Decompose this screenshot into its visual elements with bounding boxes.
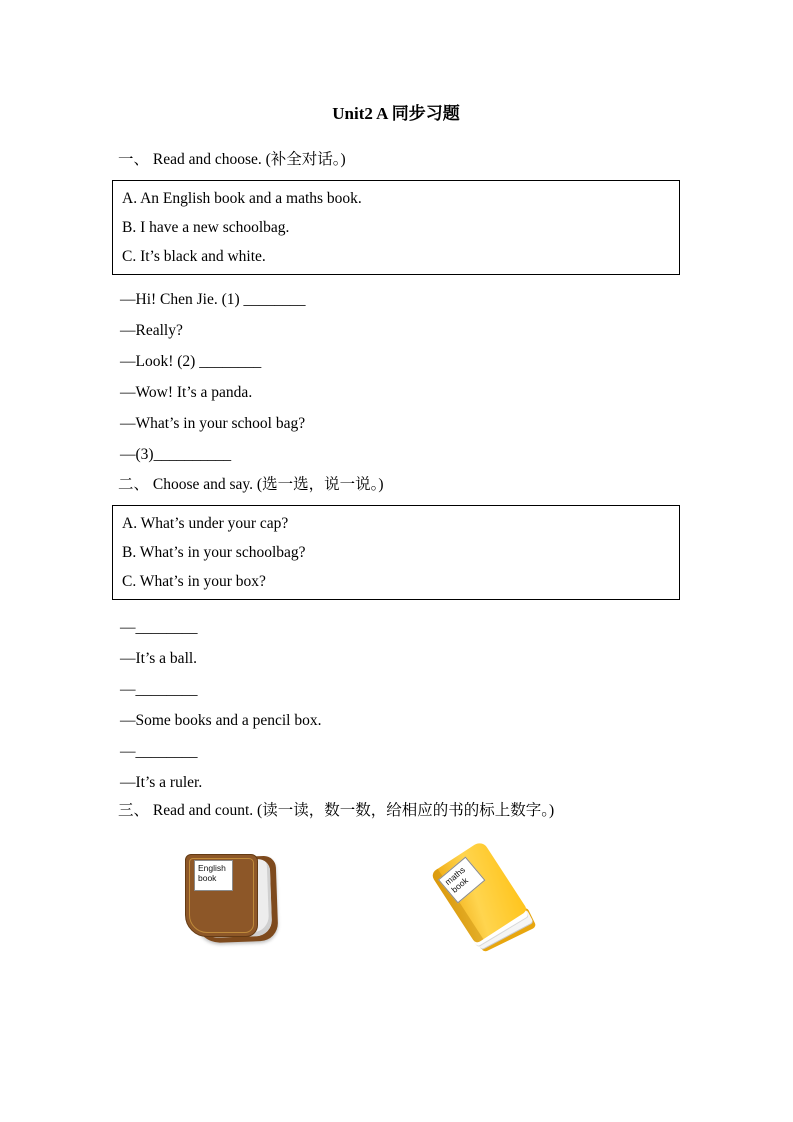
section2-heading: 二、 Choose and say. (选一选，说一说。): [118, 476, 384, 493]
english-book-label: English book: [194, 860, 233, 891]
page-title: Unit2 A 同步习题: [332, 104, 460, 123]
dialogue-line: —It’s a ball.: [120, 650, 198, 667]
section2-option-a: A. What’s under your cap?: [122, 515, 289, 532]
worksheet-page: [112, 104, 680, 954]
books-row: [112, 846, 680, 954]
maths-book-image: [430, 840, 528, 944]
dialogue-line: —Look! (2) ________: [120, 353, 262, 370]
section1-option-box: [112, 180, 680, 275]
section2-option-c: C. What’s in your box?: [122, 573, 266, 590]
section1-option-a: A. An English book and a maths book.: [122, 190, 362, 207]
section1-dialogue: [112, 284, 680, 470]
dialogue-line: —What’s in your school bag?: [120, 415, 306, 432]
dialogue-line: —Really?: [120, 322, 183, 339]
section1-option-b: B. I have a new schoolbag.: [122, 219, 290, 236]
dialogue-line: —It’s a ruler.: [120, 774, 203, 791]
dialogue-line: —(3)__________: [120, 446, 232, 463]
english-book-image: [185, 854, 281, 948]
section3-heading: 三、 Read and count. (读一读，数一数，给相应的书的标上数字。): [118, 802, 555, 819]
section2-dialogue: [112, 612, 680, 798]
dialogue-line: —Some books and a pencil box.: [120, 712, 322, 729]
dialogue-line: —________: [120, 681, 198, 698]
section1-heading: 一、 Read and choose. (补全对话。): [118, 151, 346, 168]
dialogue-line: —________: [120, 619, 198, 636]
dialogue-line: —Wow! It’s a panda.: [120, 384, 253, 401]
section2-option-box: [112, 505, 680, 600]
maths-book-label: maths book: [438, 857, 486, 904]
section1-option-c: C. It’s black and white.: [122, 248, 266, 265]
section2-option-b: B. What’s in your schoolbag?: [122, 544, 306, 561]
dialogue-line: —Hi! Chen Jie. (1) ________: [120, 291, 306, 308]
dialogue-line: —________: [120, 743, 198, 760]
